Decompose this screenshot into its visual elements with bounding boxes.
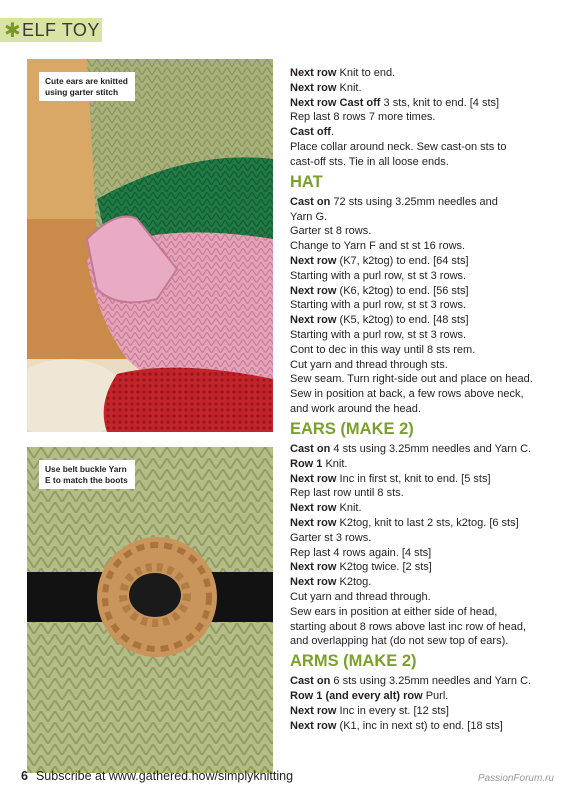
instruction-text: Starting with a purl row, st st 3 rows. <box>290 329 467 341</box>
instruction-text: Change to Yarn F and st st 16 rows. <box>290 240 466 253</box>
instruction-line <box>290 239 552 254</box>
instruction-line <box>290 313 552 328</box>
instruction-line <box>290 372 552 387</box>
caption-line: using garter stitch <box>45 86 119 97</box>
instruction-line <box>290 155 552 170</box>
instruction-text: Inc in first st, knit to end. [5 sts] <box>336 472 491 485</box>
instruction-keyword: Next row <box>290 67 337 79</box>
instruction-line <box>290 343 552 358</box>
instruction-text: Place collar around neck. Sew cast-on sts to <box>290 141 507 154</box>
instruction-line <box>290 704 552 719</box>
instruction-text: (K7, k2tog) to end. [64 sts] <box>336 254 469 267</box>
instruction-text: starting about 8 rows above last inc row of head, <box>290 620 527 633</box>
caption-line: Use belt buckle Yarn <box>45 464 127 474</box>
instruction-line <box>290 254 552 269</box>
instruction-text: and work around the head. <box>290 403 421 416</box>
instruction-text: Starting with a purl row, st st 3 rows. <box>290 269 467 282</box>
instruction-text: K2tog twice. [2 sts] <box>336 561 432 574</box>
instruction-keyword: Cast on <box>290 675 331 688</box>
heading-text: ARMS (MAKE 2) <box>290 652 417 671</box>
instruction-text: Sew ears in position at either side of head, <box>290 605 498 618</box>
instruction-line <box>290 501 552 516</box>
photo-caption <box>39 72 135 101</box>
instruction-text: Garter st 8 rows. <box>290 225 372 238</box>
instruction-keyword: Next row <box>290 314 337 327</box>
subscribe-text: Subscribe at www.gathered.how/simplyknitting <box>35 769 294 783</box>
instruction-line <box>290 140 552 155</box>
instruction-line <box>290 560 552 575</box>
instruction-text: and overlapping hat (do not sew top of ears). <box>290 635 509 648</box>
instruction-line <box>290 195 552 210</box>
photo-elf-ear <box>27 59 273 432</box>
instruction-text: Cont to dec in this way until 8 sts rem. <box>290 343 476 356</box>
photo-elf-ear-image <box>27 59 273 432</box>
instruction-line <box>290 472 552 487</box>
instruction-line <box>290 328 552 343</box>
instruction-text: (K6, k2tog) to end. [56 sts] <box>336 284 469 297</box>
instruction-text: Sew seam. Turn right-side out and place on head. <box>290 373 533 386</box>
instruction-text: Garter st 3 rows. <box>290 531 372 544</box>
instruction-keyword: Next row <box>290 561 337 574</box>
instruction-keyword: Next row <box>290 704 337 717</box>
instruction-text: Knit. <box>322 457 348 470</box>
instruction-line <box>290 486 552 501</box>
instruction-line <box>290 269 552 284</box>
instruction-line <box>290 358 552 373</box>
instruction-text: Purl. <box>422 690 449 703</box>
instruction-line <box>290 516 552 531</box>
instruction-line <box>290 110 552 125</box>
instruction-keyword: Next row <box>290 284 337 297</box>
instruction-text: Cut yarn and thread through sts. <box>290 358 448 371</box>
section-title: ELF TOY <box>22 20 100 40</box>
instruction-text: (K5, k2tog) to end. [48 sts] <box>336 314 469 327</box>
instruction-keyword: Cast on <box>290 195 331 208</box>
section-heading <box>290 649 552 674</box>
instruction-keyword: Next row <box>290 576 337 589</box>
instruction-line <box>290 620 552 635</box>
instruction-line <box>290 457 552 472</box>
photo-belt-buckle-image <box>27 447 273 773</box>
instruction-text: Rep last 4 rows again. [4 sts] <box>290 546 432 559</box>
instruction-keyword: Next row Cast off <box>290 96 381 109</box>
section-header <box>0 18 102 42</box>
instruction-text: K2tog. <box>336 576 372 589</box>
heading-text: EARS (MAKE 2) <box>290 419 414 438</box>
instruction-text: Knit. <box>336 502 362 515</box>
instruction-text: Knit to end. <box>336 67 396 79</box>
instruction-keyword: Row 1 (and every alt) row <box>290 690 423 703</box>
instruction-text: 6 sts using 3.25mm needles and Yarn C. <box>330 675 532 688</box>
heading-text: HAT <box>290 172 323 191</box>
watermark: PassionForum.ru <box>477 773 554 784</box>
instruction-line <box>290 284 552 299</box>
instruction-line <box>290 590 552 605</box>
instruction-keyword: Cast off <box>290 126 331 139</box>
instruction-text: . <box>330 126 335 139</box>
instruction-keyword: Next row <box>290 254 337 267</box>
instruction-keyword: Next row <box>290 81 337 94</box>
instruction-line <box>290 224 552 239</box>
instruction-line <box>290 125 552 140</box>
page-number: 6 <box>21 769 28 783</box>
flower-asterisk-icon: ✱ <box>4 18 21 42</box>
pattern-instructions <box>290 66 552 734</box>
instruction-line <box>290 387 552 402</box>
instruction-text: cast-off sts. Tie in all loose ends. <box>290 155 449 168</box>
instruction-line <box>290 66 552 81</box>
instruction-text: K2tog, knit to last 2 sts, k2tog. [6 sts] <box>336 516 519 529</box>
instruction-line <box>290 298 552 313</box>
instruction-text: Starting with a purl row, st st 3 rows. <box>290 299 467 312</box>
instruction-text: 72 sts using 3.25mm needles and <box>330 195 498 208</box>
instruction-line <box>290 210 552 225</box>
instruction-line <box>290 605 552 620</box>
instruction-text: Rep last row until 8 sts. <box>290 487 404 500</box>
page-footer <box>21 769 293 783</box>
instruction-text: Cut yarn and thread through. <box>290 591 431 603</box>
instruction-line <box>290 575 552 590</box>
instruction-line <box>290 634 552 649</box>
instruction-line <box>290 674 552 689</box>
instruction-text: Sew in position at back, a few rows above neck, <box>290 388 524 401</box>
section-heading <box>290 417 552 442</box>
instruction-line <box>290 402 552 417</box>
instruction-line <box>290 719 552 734</box>
photo-caption <box>39 460 135 489</box>
instruction-text: 4 sts using 3.25mm needles and Yarn C. <box>330 442 532 455</box>
instruction-text: Rep last 8 rows 7 more times. <box>290 111 436 124</box>
section-heading <box>290 170 552 195</box>
instruction-keyword: Cast on <box>290 442 331 455</box>
instruction-line <box>290 96 552 111</box>
instruction-line <box>290 442 552 457</box>
instruction-line <box>290 81 552 96</box>
instruction-keyword: Next row <box>290 516 337 529</box>
caption-line: Cute ears are knitted <box>45 76 128 86</box>
instruction-line <box>290 546 552 561</box>
photo-belt-buckle <box>27 447 273 773</box>
instruction-text: Knit. <box>336 81 362 94</box>
instruction-text: Yarn G. <box>290 210 328 223</box>
instruction-text: (K1, inc in next st) to end. [18 sts] <box>336 719 503 732</box>
instruction-keyword: Next row <box>290 502 337 515</box>
instruction-text: 3 sts, knit to end. [4 sts] <box>380 96 500 109</box>
instruction-line <box>290 689 552 704</box>
instruction-text: Inc in every st. [12 sts] <box>336 704 449 717</box>
caption-line: E to match the boots <box>45 474 128 485</box>
instruction-keyword: Next row <box>290 719 337 732</box>
instruction-line <box>290 531 552 546</box>
instruction-keyword: Next row <box>290 472 337 485</box>
instruction-keyword: Row 1 <box>290 457 323 470</box>
